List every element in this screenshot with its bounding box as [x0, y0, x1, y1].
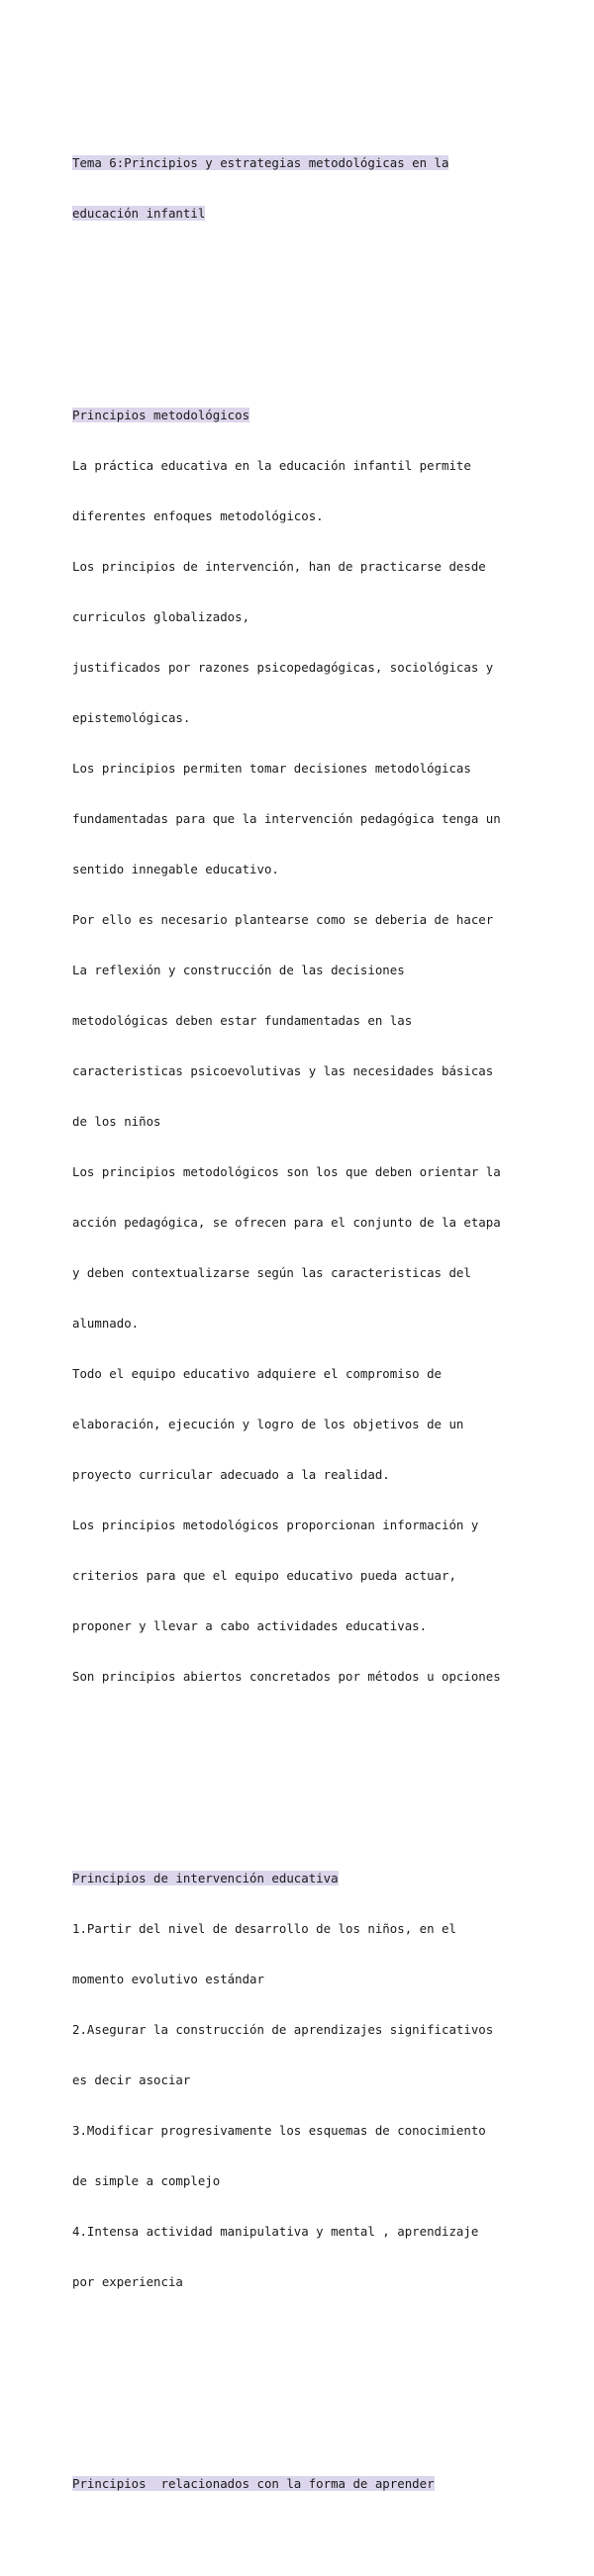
paragraph-line: proyecto curricular adecuado a la realidad. — [72, 1467, 390, 1482]
list-item-line: 4.Intensa actividad manipulativa y mental , aprendizaje — [72, 2224, 479, 2239]
section-heading: Principios relacionados con la forma de aprender — [72, 2476, 435, 2491]
title-line-1: Tema 6:Principios y estrategias metodológicas en la — [72, 155, 449, 170]
paragraph-line: epistemológicas. — [72, 710, 191, 725]
paragraph-line: acción pedagógica, se ofrecen para el conjunto de la etapa — [72, 1215, 501, 1230]
section-principios-metodologicos — [72, 373, 567, 1718]
paragraph-line: y deben contextualizarse según las caracteristicas del — [72, 1265, 471, 1280]
paragraph-line: Por ello es necesario plantearse como se deberia de hacer — [72, 912, 494, 927]
title-line-2: educación infantil — [72, 206, 206, 221]
paragraph-line: metodológicas deben estar fundamentadas en las — [72, 1013, 413, 1028]
list-item-line: 3.Modificar progresivamente los esquemas de conocimiento — [72, 2123, 486, 2138]
section-heading: Principios metodológicos — [72, 408, 250, 422]
paragraph-line: caracteristicas psicoevolutivas y las necesidades básicas — [72, 1063, 494, 1078]
list-item-line: 1.Partir del nivel de desarrollo de los niños, en el — [72, 1921, 456, 1936]
document-title — [72, 121, 567, 255]
paragraph-line: curriculos globalizados, — [72, 609, 250, 624]
paragraph-line: Son principios abiertos concretados por métodos u opciones — [72, 1669, 501, 1684]
paragraph-line: elaboración, ejecución y logro de los objetivos de un — [72, 1417, 464, 1431]
paragraph-line: justificados por razones psicopedagógicas, sociológicas y — [72, 660, 494, 675]
list-item-line: momento evolutivo estándar — [72, 1972, 264, 1986]
document-body — [72, 70, 567, 2576]
section-forma-de-aprender — [72, 2441, 567, 2526]
list-item-line: por experiencia — [72, 2274, 183, 2289]
paragraph-line: La práctica educativa en la educación infantil permite — [72, 458, 471, 473]
paragraph-line: fundamentadas para que la intervención pedagógica tenga un — [72, 811, 501, 826]
list-item-line: es decir asociar — [72, 2072, 191, 2087]
paragraph-line: proponer y llevar a cabo actividades educativas. — [72, 1618, 428, 1633]
paragraph-line: criterios para que el equipo educativo pueda actuar, — [72, 1568, 456, 1583]
list-item-line: 2.Asegurar la construcción de aprendizajes significativos — [72, 2022, 494, 2037]
paragraph-line: sentido innegable educativo. — [72, 862, 279, 876]
paragraph-line: Los principios metodológicos son los que deben orientar la — [72, 1164, 501, 1179]
paragraph-line: La reflexión y construcción de las decisiones — [72, 963, 405, 977]
paragraph-line: diferentes enfoques metodológicos. — [72, 508, 324, 523]
paragraph-line: Los principios metodológicos proporcionan información y — [72, 1518, 479, 1532]
paragraph-line: Los principios de intervención, han de practicarse desde — [72, 559, 486, 574]
section-principios-intervencion — [72, 1836, 567, 2324]
paragraph-line: alumnado. — [72, 1316, 140, 1331]
paragraph-line: Todo el equipo educativo adquiere el compromiso de — [72, 1366, 442, 1381]
paragraph-line: de los niños — [72, 1114, 161, 1129]
paragraph-line: Los principios permiten tomar decisiones metodológicas — [72, 761, 471, 776]
section-heading: Principios de intervención educativa — [72, 1871, 339, 1886]
list-item-line: de simple a complejo — [72, 2173, 221, 2188]
